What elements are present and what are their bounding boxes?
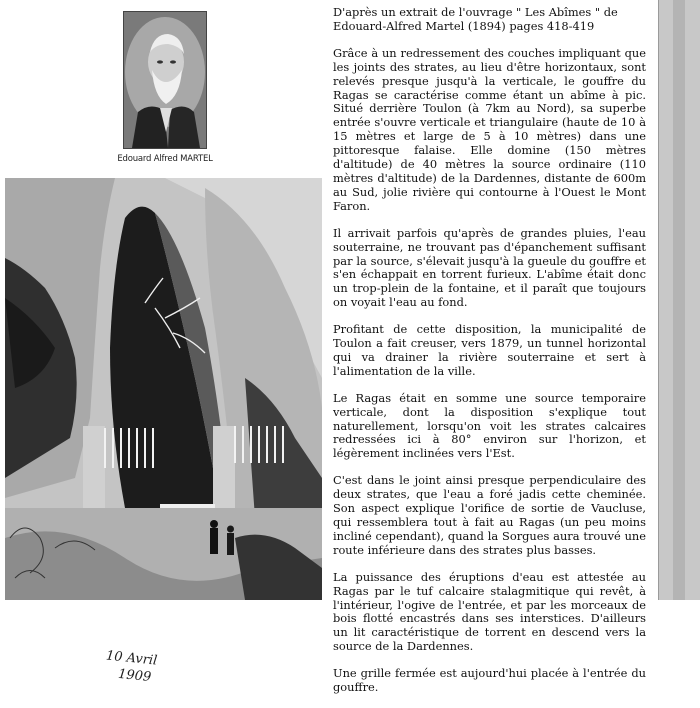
article-intro: D'après un extrait de l'ouvrage " Les Abîmes " de Edouard-Alfred Martel (1894) pages 418-419	[333, 5, 618, 33]
article-paragraph-6: La puissance des éruptions d'eau est attestée au Ragas par le tuf calcaire stalagmitique qui revêt, à l'intérieur, l'ogive de l'entrée, et par les morceaux de bois flotté encastrés dans ses interstices. D'ailleurs un lit caractéristique de torrent en descend vers la source de la Dardennes.	[333, 569, 646, 654]
photo-handwritten-date: 10 Avril 1909	[105, 648, 158, 686]
article-paragraph-4: Le Ragas était en somme une source temporaire verticale, dont la disposition s'explique tout naturellement, lorsqu'on voit les strates calcaires redressées ici à 80° environ sur l'horizon, et légèrement inclinées vers l'Est.	[333, 390, 646, 461]
portrait-photo	[123, 11, 207, 149]
article-paragraph-2: Il arrivait parfois qu'après de grandes pluies, l'eau souterraine, ne trouvant pas d'épanchement suffisant par la source, s'élevait jusqu'à la gueule du gouffre et s'en échappait en torrent furieux. L'abîme était donc un trop-plein de la fontaine, et il paraît que toujours on voyait l'eau au fond.	[333, 225, 646, 310]
side-bar-track	[673, 0, 685, 600]
right-side-bar	[658, 0, 700, 600]
article-paragraph-5: C'est dans le joint ainsi presque perpendiculaire des deux strates, que l'eau a foré jadis cette cheminée. Son aspect explique l'orifice de sortie de Vaucluse, qui ressemblera tout à fait au Ragas (un peu moins incliné cependant), quand la Sorgues aura trouvé une route inférieure dans des strates plus basses.	[333, 473, 646, 557]
article-paragraph-1: Grâce à un redressement des couches impliquant que les joints des strates, au lieu d'être horizontaux, sont relevés presque jusqu'à la verticale, le gouffre du Ragas se caractérise comme étant un abîme à pic. Situé derrière Toulon (à 7km au Nord), sa superbe entrée s'ouvre verticale et triangulaire (haute de 10 à 15 mètres et large de 5 à 10 mètres) dans une pittoresque falaise. Elle domine (150 mètres d'altitude) de 40 mètres la source ordinaire (110 mètres d'altitude) de la Dardennes, distante de 600m au Sud, jolie rivière qui contourne à l'Ouest le Mont Faron.	[333, 45, 646, 213]
cave-photograph	[5, 178, 322, 686]
article-paragraph-3: Profitant de cette disposition, la municipalité de Toulon a fait creuser, vers 1879, un tunnel horizontal qui va drainer la rivière souterraine et sert à l'alimentation de la ville.	[333, 322, 646, 378]
article-text	[333, 6, 646, 708]
portrait-caption: Edouard Alfred MARTEL	[117, 154, 213, 164]
article-paragraph-7: Une grille fermée est aujourd'hui placée à l'entrée du gouffre.	[333, 666, 646, 695]
